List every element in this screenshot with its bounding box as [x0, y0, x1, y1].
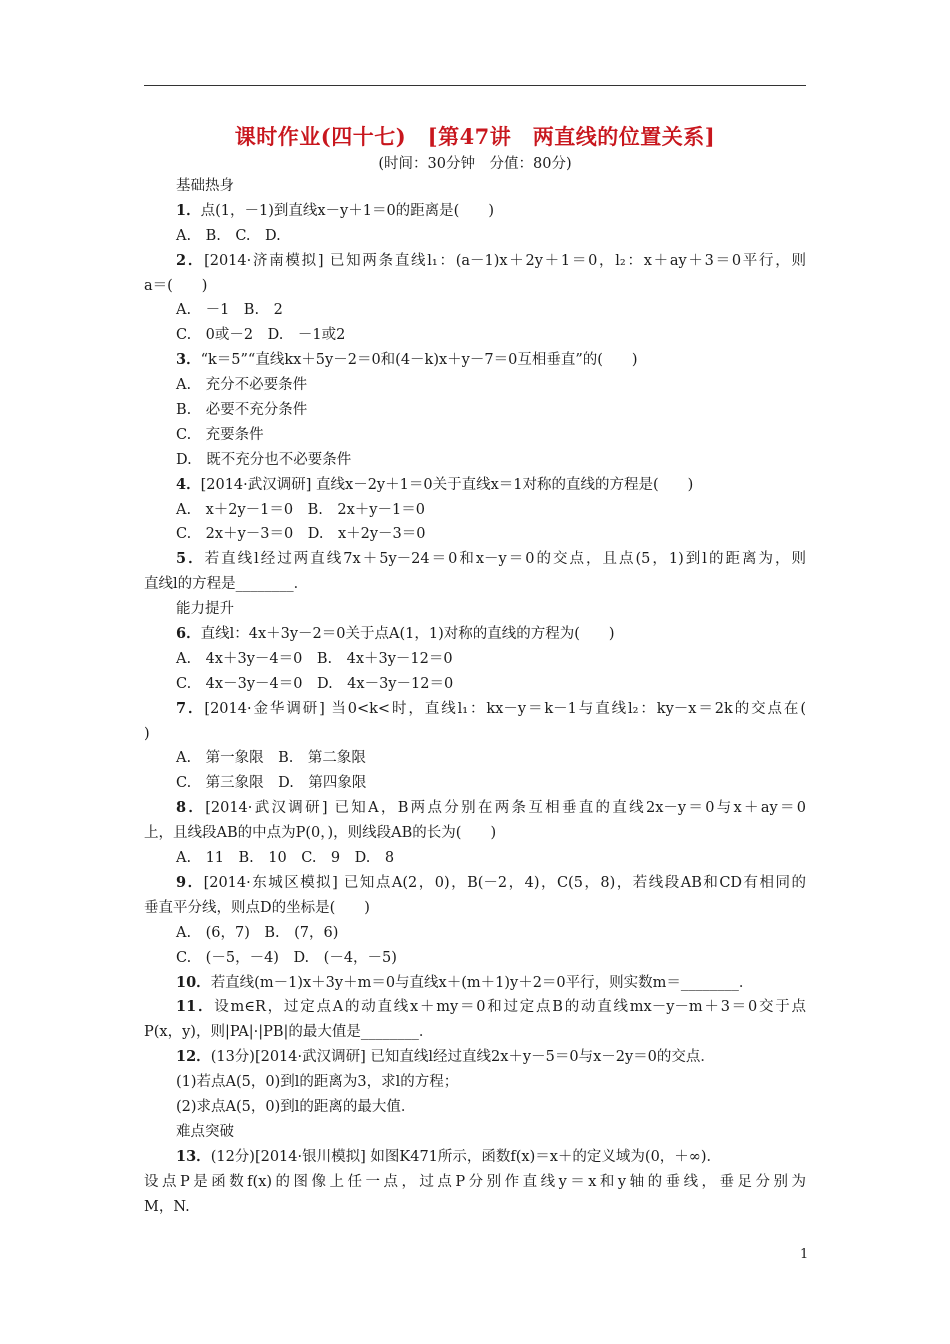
text-line: [144, 448, 806, 473]
text-line: [144, 1145, 806, 1170]
line-text: 点(1，－1)到直线x－y＋1＝0的距离是( ): [200, 202, 494, 219]
text-line: [144, 896, 806, 921]
line-text: C. 第三象限 D. 第四象限: [176, 775, 367, 792]
text-line: [144, 423, 806, 448]
text-line: [144, 348, 806, 373]
line-text: C. 2x＋y－3＝0 D. x＋2y－3＝0: [176, 526, 426, 543]
line-text: [2014·东城区模拟] 已知点A(2，0)，B(－2，4)，C(5，8)，若线段AB和CD有相同的: [203, 874, 807, 891]
line-text: (13分)[2014·武汉调研] 已知直线l经过直线2x＋y－5＝0与x－2y＝0的交点．: [210, 1049, 715, 1066]
line-text: a＝( ): [144, 277, 208, 294]
text-line: [144, 647, 806, 672]
text-line: [144, 946, 806, 971]
text-line: [144, 771, 806, 796]
header-rule: [144, 85, 806, 86]
text-line: [144, 846, 806, 871]
line-text: A. B. C. D.: [176, 227, 281, 244]
question-number: 8．: [176, 799, 206, 817]
line-text: 直线l的方程是________．: [144, 576, 309, 593]
text-line: [144, 1020, 806, 1045]
line-text: [2014·武汉调研] 直线x－2y＋1＝0关于直线x＝1对称的直线的方程是( ): [200, 476, 694, 493]
text-line: [144, 547, 806, 572]
line-text: A. －1 B. 2: [176, 302, 283, 319]
text-line: [144, 224, 806, 249]
text-line: [144, 1095, 806, 1120]
line-text: C. 0或－2 D. －1或2: [176, 327, 346, 344]
line-text: 难点突破: [176, 1123, 234, 1140]
question-number: 1．: [176, 201, 201, 219]
line-text: P(x，y)，则|PA|·|PB|的最大值是________．: [144, 1024, 434, 1041]
line-text: C. 4x－3y－4＝0 D. 4x－3y－12＝0: [176, 675, 454, 692]
line-text: 若直线l经过两直线7x＋5y－24＝0和x－y＝0的交点，且点(5，1)到l的距离为，则: [204, 551, 806, 568]
line-text: [2014·武汉调研] 已知A，B两点分别在两条互相垂直的直线2x－y＝0与x＋ay＝0: [205, 800, 807, 817]
line-text: D. 既不充分也不必要条件: [176, 451, 352, 468]
line-text: A. 第一象限 B. 第二象限: [176, 750, 366, 767]
text-line: [144, 672, 806, 697]
text-line: [144, 323, 806, 348]
line-text: [2014·金华调研] 当0<k<时，直线l₁：kx－y＝k－1与直线l₂：ky－x＝2k的交点在(: [204, 700, 806, 717]
exercise-body: [144, 174, 806, 1219]
line-text: [2014·济南模拟] 已知两条直线l₁：(a－1)x＋2y＋1＝0，l₂：x＋ay＋3＝0平行，则: [204, 252, 806, 269]
text-line: [144, 298, 806, 323]
line-text: (12分)[2014·银川模拟] 如图K471所示，函数f(x)＝x＋的定义域为(0，＋∞)．: [210, 1148, 722, 1165]
line-text: A. (6，7) B. (7，6): [176, 924, 339, 941]
question-number: 4．: [176, 475, 201, 493]
question-number: 11．: [176, 998, 215, 1016]
line-text: 能力提升: [176, 601, 234, 618]
line-text: (2)求点A(5，0)到l的距离的最大值．: [176, 1098, 416, 1115]
page-number: 1: [800, 1247, 809, 1262]
text-line: [144, 1070, 806, 1095]
text-line: [144, 746, 806, 771]
line-text: “k＝5”“直线kx＋5y－2＝0和(4－k)x＋y－7＝0互相垂直”的( ): [200, 352, 638, 369]
text-line: [144, 274, 806, 299]
text-line: [144, 522, 806, 547]
text-line: [144, 921, 806, 946]
line-text: A. 4x＋3y－4＝0 B. 4x＋3y－12＝0: [176, 650, 453, 667]
line-text: ): [144, 725, 150, 742]
text-line: [144, 1045, 806, 1070]
text-line: [144, 398, 806, 423]
text-line: [144, 1120, 806, 1145]
line-text: A. 11 B. 10 C. 9 D. 8: [176, 850, 395, 867]
line-text: B. 必要不充分条件: [176, 402, 308, 419]
line-text: 设点P是函数f(x)的图像上任一点，过点P分别作直线y＝x和y轴的垂线，垂足分别为: [144, 1173, 806, 1190]
question-number: 6．: [176, 625, 201, 643]
question-number: 12．: [176, 1048, 211, 1066]
question-number: 10．: [176, 973, 211, 991]
text-line: [144, 1195, 806, 1220]
text-line: [144, 199, 806, 224]
line-text: A. 充分不必要条件: [176, 377, 308, 394]
line-text: 上，且线段AB的中点为P(0，)，则线段AB的长为( ): [144, 825, 497, 842]
line-text: C. (－5，－4) D. (－4，－5): [176, 949, 397, 966]
text-line: [144, 722, 806, 747]
text-line: [144, 697, 806, 722]
question-number: 13．: [176, 1147, 211, 1165]
page-title: 课时作业(四十七) [第47讲 两直线的位置关系]: [234, 124, 716, 149]
text-line: [144, 995, 806, 1020]
text-line: [144, 871, 806, 896]
line-text: 基础热身: [176, 178, 234, 194]
text-line: [144, 572, 806, 597]
text-line: [144, 796, 806, 821]
question-number: 9．: [176, 873, 204, 891]
question-number: 3．: [176, 351, 201, 369]
text-line: [144, 1170, 806, 1195]
text-line: [144, 821, 806, 846]
line-text: M，N.: [144, 1198, 190, 1215]
text-line: [144, 249, 806, 274]
text-line: [144, 597, 806, 622]
text-line: [144, 473, 806, 498]
text-line: [144, 971, 806, 996]
line-text: C. 充要条件: [176, 426, 264, 443]
text-line: [144, 622, 806, 647]
line-text: 直线l：4x＋3y－2＝0关于点A(1，1)对称的直线的方程为( ): [200, 626, 615, 643]
line-text: 若直线(m－1)x＋3y＋m＝0与直线x＋(m＋1)y＋2＝0平行，则实数m＝________．: [210, 974, 754, 991]
question-number: 2．: [176, 251, 205, 269]
text-line: [144, 373, 806, 398]
page-subtitle: (时间：30分钟 分值：80分): [378, 156, 572, 172]
line-text: 设m∈R，过定点A的动直线x＋my＝0和过定点B的动直线mx－y－m＋3＝0交于点: [214, 999, 806, 1016]
text-line: [144, 498, 806, 523]
line-text: 垂直平分线，则点D的坐标是( ): [144, 899, 370, 916]
text-line: [144, 174, 806, 199]
question-number: 7．: [176, 699, 205, 717]
line-text: A. x＋2y－1＝0 B. 2x＋y－1＝0: [176, 501, 425, 518]
line-text: (1)若点A(5，0)到l的距离为3，求l的方程；: [176, 1074, 459, 1091]
question-number: 5．: [176, 550, 205, 568]
